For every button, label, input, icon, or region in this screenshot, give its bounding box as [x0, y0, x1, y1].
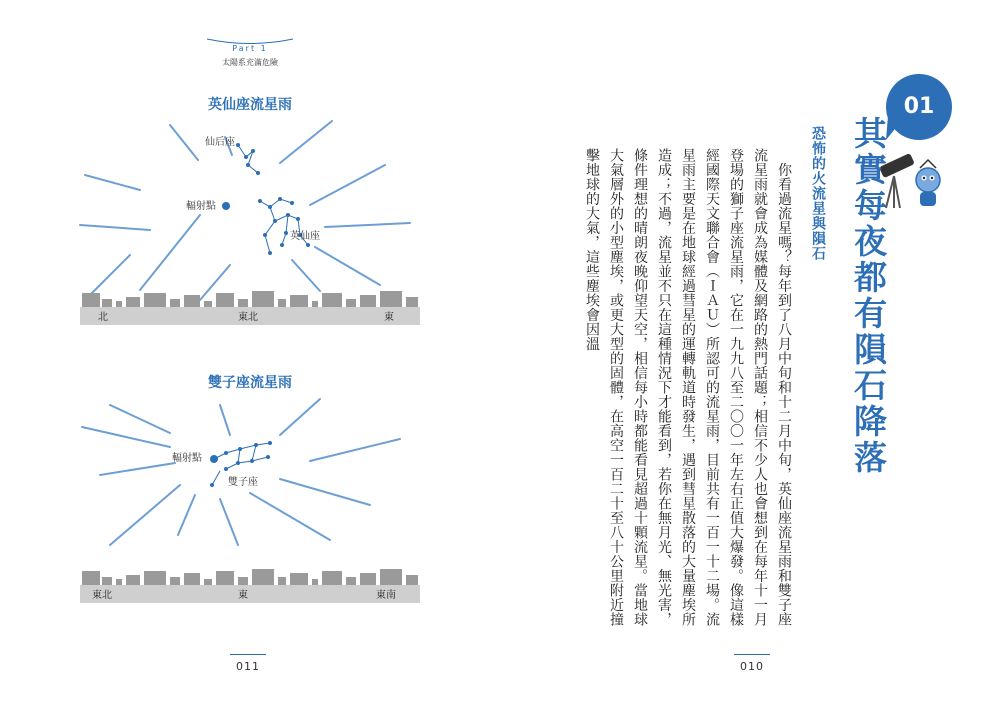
meteor-rays: [82, 399, 400, 545]
right-page: [500, 0, 1000, 710]
chapter-badge: 01: [886, 74, 952, 140]
part-label: Part 1: [232, 44, 268, 53]
perseid-diagram: [70, 115, 430, 330]
perseus-label: 英仙座: [290, 231, 320, 242]
body-paragraph: 你看過流星嗎？每年到了八月中旬和十二月中旬，英仙座流星雨和雙子座流星雨就會成為媒體及網路的熱門話題；相信不少人也會想到在每年十一月登場的獅子座流星雨，它在一九九八至二〇〇一年左右正值大爆發。像這樣經國際天文聯合會（ＩＡＵ）所認可的流星雨，目前共有一百一十二場。流星雨主要是在地球經過彗星的運轉軌道時發生，遇到彗星散落的大量塵埃所造成；不過，流星並不只在這種情況下才能看到，若你在無月光、無光害，條件理想的晴朗夜晚仰望天空，相信每小時都能看見超過十顆流星。當地球大氣層外的小型塵埃，或更大型的固體，在高空一百二十至八十公里附近撞擊地球的大氣，這些塵埃會因溫: [584, 148, 792, 627]
ground: [80, 585, 420, 603]
page-number-rule: [734, 654, 770, 655]
direction-southeast: 東南: [376, 590, 396, 601]
radiant-point: [222, 202, 230, 210]
direction-north: 北: [98, 312, 108, 323]
cassiopeia-label: 仙后座: [205, 137, 235, 148]
perseus-lines: [260, 199, 308, 253]
direction-east: 東: [384, 312, 394, 323]
skyline: [82, 569, 418, 585]
geminid-diagram: [70, 395, 430, 607]
diagram2-title: 雙子座流星雨: [208, 375, 292, 391]
radiant-label: 輻射點: [186, 201, 216, 212]
direction-northeast: 東北: [238, 312, 258, 323]
page-number-right: 010: [740, 660, 764, 673]
diagram1-title: 英仙座流星雨: [208, 97, 292, 113]
section-heading: 恐怖的火流星與隕石: [810, 126, 826, 261]
page-number-left: 011: [236, 660, 260, 673]
radiant-label: 輻射點: [172, 453, 202, 464]
direction-northeast: 東北: [92, 590, 112, 601]
part-subtitle: 太陽系充滿危險: [222, 58, 278, 67]
meteor-rays: [80, 121, 410, 300]
skyline: [82, 291, 418, 307]
cassiopeia-lines: [238, 145, 258, 173]
page-number-rule: [230, 654, 266, 655]
body-text: [572, 148, 796, 628]
radiant-point: [210, 455, 218, 463]
gemini-label: 雙子座: [228, 477, 258, 488]
direction-east: 東: [238, 590, 248, 601]
chapter-title: 其實每夜都有隕石降落: [849, 116, 888, 476]
